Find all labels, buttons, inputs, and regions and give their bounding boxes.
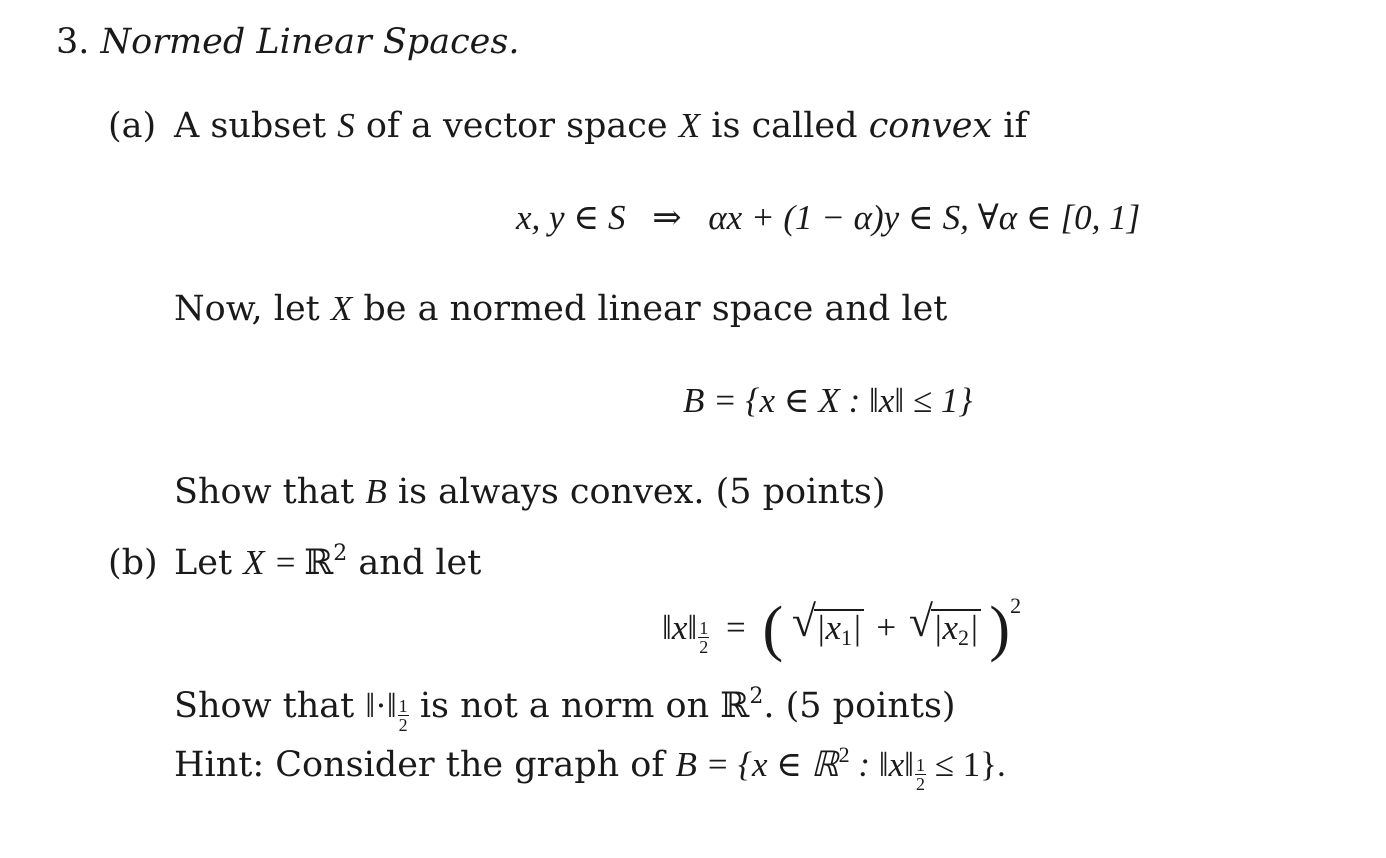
problem-heading	[56, 22, 519, 62]
part-b-label: (b)	[108, 543, 158, 583]
problem-title: Normed Linear Spaces.	[100, 22, 520, 62]
sqrt-x2: √ $|x_2|$	[908, 597, 979, 650]
sqrt-x1: √ $|x_1|$	[791, 597, 862, 650]
part-a-task: Show that B is always convex. (5 points)	[174, 472, 886, 512]
part-a-label: (a)	[108, 106, 157, 146]
convex-term: convex	[868, 106, 993, 146]
sqrt-icon: √	[908, 597, 934, 646]
half-quasinorm-formula: ‖x‖ $\frac{1}{2}$ = ( √ $|x_1|$ + √ $|x_2|$ )$^2$	[662, 593, 1022, 663]
part-b-hint: Hint: Consider the graph of B = {x ∈ ℝ$^2$ : ‖x‖ $\frac{1}{2}$ ≤ 1}.	[174, 742, 1006, 794]
part-b-let: Let X = ℝ$^2$ and let	[174, 541, 482, 583]
sqrt-icon: √	[791, 597, 817, 646]
problem-number: 3.	[56, 22, 90, 62]
part-a-now: Now, let X be a normed linear space and let	[174, 289, 948, 329]
convexity-formula: x, y ∈ S ⇒ αx + (1 − α)y ∈ S, ∀α ∈ [0, 1]	[516, 198, 1141, 237]
part-b-task: Show that ‖·‖ $\frac{1}{2}$ is not a norm on ℝ$^2$. (5 points)	[174, 684, 956, 735]
one-half-subscript: $\frac{1}{2}$	[915, 755, 925, 794]
unit-ball-definition: B = {x ∈ X : ‖x‖ ≤ 1}	[683, 381, 973, 420]
part-a-intro: A subset S of a vector space X is called convex if	[174, 106, 1028, 146]
one-half-subscript: $\frac{1}{2}$	[699, 618, 709, 657]
one-half-subscript: $\frac{1}{2}$	[398, 696, 408, 735]
